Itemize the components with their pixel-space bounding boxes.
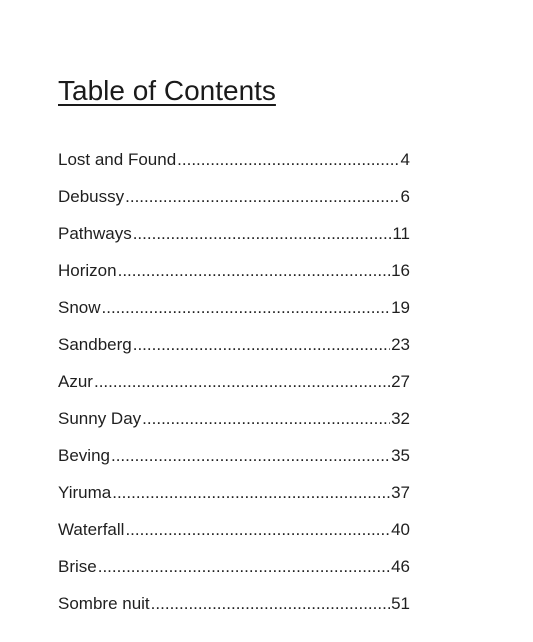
toc-page-number: 16 bbox=[391, 261, 410, 280]
toc-heading: Table of Contents bbox=[58, 75, 276, 106]
toc-entry[interactable] bbox=[58, 370, 410, 407]
toc-entry-title: Yiruma bbox=[58, 483, 112, 502]
toc-entry[interactable] bbox=[58, 407, 410, 444]
toc-entry-title: Snow bbox=[58, 298, 101, 317]
toc-entry-title: Brise bbox=[58, 557, 97, 576]
toc-entry-title: Debussy bbox=[58, 187, 125, 206]
toc-page-number: 27 bbox=[391, 372, 410, 391]
toc-page-number: 4 bbox=[400, 150, 410, 169]
dot-leader bbox=[112, 481, 390, 505]
toc-entry[interactable] bbox=[58, 518, 410, 555]
toc-entry[interactable] bbox=[58, 444, 410, 481]
toc-page-number: 37 bbox=[391, 483, 410, 502]
toc-entry[interactable] bbox=[58, 555, 410, 592]
toc-entry-title: Beving bbox=[58, 446, 110, 465]
toc-entry-title: Waterfall bbox=[58, 520, 125, 539]
toc-entry[interactable] bbox=[58, 259, 410, 296]
toc-entry-title: Horizon bbox=[58, 261, 117, 280]
toc-entry[interactable] bbox=[58, 296, 410, 333]
toc-entry[interactable] bbox=[58, 185, 410, 222]
dot-leader bbox=[118, 259, 390, 283]
dot-leader bbox=[133, 222, 392, 246]
toc-entry-title: Azur bbox=[58, 372, 93, 391]
toc-page-number: 11 bbox=[392, 224, 410, 243]
dot-leader bbox=[94, 370, 390, 394]
toc-page-number: 32 bbox=[391, 409, 410, 428]
dot-leader bbox=[142, 407, 390, 431]
toc-page-number: 35 bbox=[391, 446, 410, 465]
toc-page-number: 46 bbox=[391, 557, 410, 576]
dot-leader bbox=[125, 518, 390, 542]
toc-page-number: 23 bbox=[391, 335, 410, 354]
toc-entry-title: Lost and Found bbox=[58, 150, 177, 169]
toc-page-number: 51 bbox=[391, 594, 410, 613]
dot-leader bbox=[133, 333, 390, 357]
toc-entry[interactable] bbox=[58, 481, 410, 518]
toc-entry[interactable] bbox=[58, 592, 410, 629]
toc-entry[interactable] bbox=[58, 222, 410, 259]
toc-page-number: 6 bbox=[400, 187, 410, 206]
dot-leader bbox=[151, 592, 390, 616]
toc-entry-title: Pathways bbox=[58, 224, 132, 243]
toc-page-number: 40 bbox=[391, 520, 410, 539]
dot-leader bbox=[98, 555, 390, 579]
toc-entry[interactable] bbox=[58, 148, 410, 185]
toc-entry-title: Sandberg bbox=[58, 335, 132, 354]
toc-page-number: 19 bbox=[391, 298, 410, 317]
toc-entry-title: Sombre nuit bbox=[58, 594, 150, 613]
dot-leader bbox=[102, 296, 391, 320]
toc-entry[interactable] bbox=[58, 333, 410, 370]
toc-list bbox=[58, 148, 410, 629]
dot-leader bbox=[111, 444, 390, 468]
dot-leader bbox=[177, 148, 399, 172]
dot-leader bbox=[125, 185, 399, 209]
toc-entry-title: Sunny Day bbox=[58, 409, 142, 428]
